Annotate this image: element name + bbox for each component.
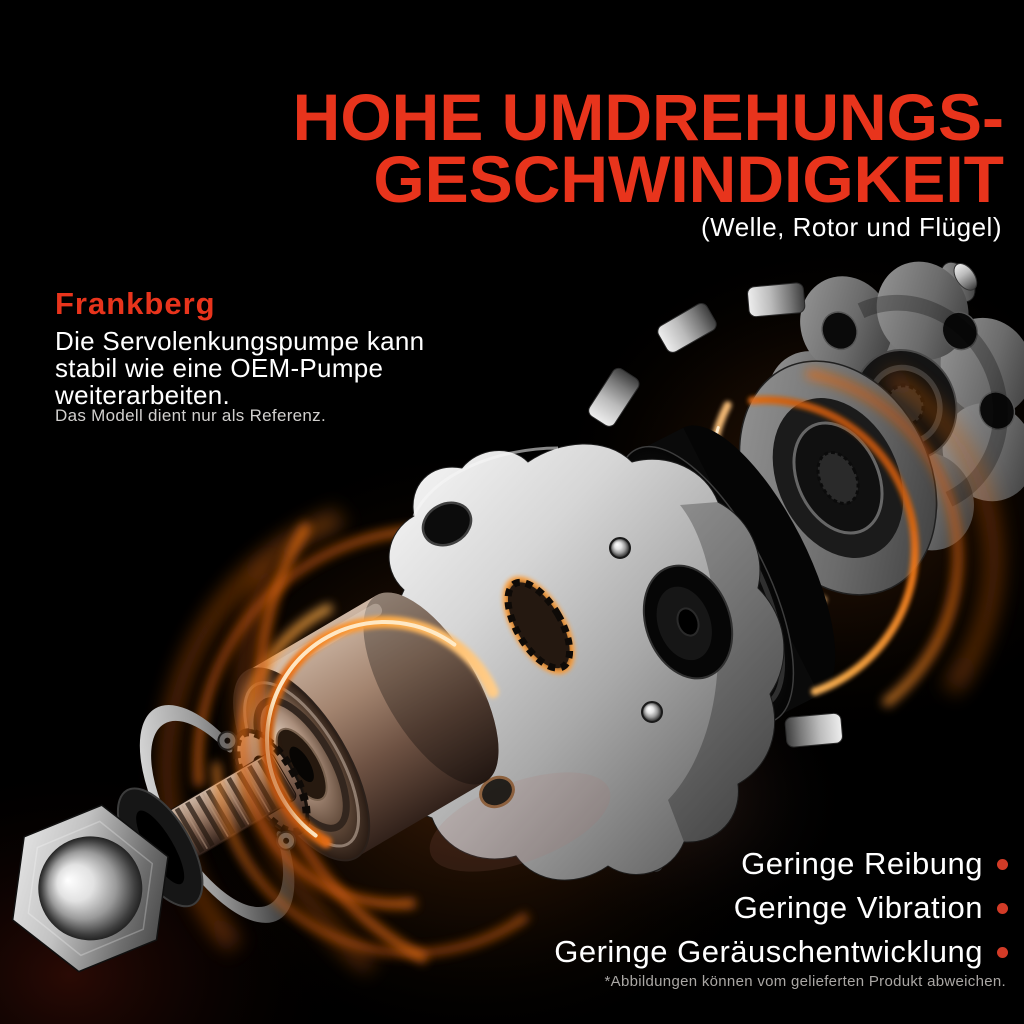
reference-note: Das Modell dient nur als Referenz. — [55, 406, 326, 425]
benefit-item-friction — [741, 846, 1008, 882]
brand-name: Frankberg — [55, 286, 216, 321]
title-line-1: HOHE UMDREHUNGS- — [292, 80, 1004, 154]
brand-claim — [55, 328, 424, 409]
bullet-dot-icon — [997, 859, 1008, 870]
claim-line-2: stabil wie eine OEM-Pumpe — [55, 353, 384, 383]
title-line-2: GESCHWINDIGKEIT — [373, 142, 1004, 216]
benefit-label: Geringe Geräuschentwicklung — [554, 934, 983, 969]
subtitle: (Welle, Rotor und Flügel) — [700, 212, 1002, 242]
bullet-dot-icon — [997, 947, 1008, 958]
benefit-label: Geringe Reibung — [741, 846, 983, 881]
claim-line-1: Die Servolenkungspumpe kann — [55, 326, 425, 356]
benefit-item-noise — [554, 934, 1008, 970]
benefit-item-vibration — [734, 890, 1008, 926]
benefit-list — [554, 846, 1008, 970]
claim-line-3: weiterarbeiten. — [55, 380, 231, 410]
benefit-label: Geringe Vibration — [733, 890, 983, 925]
disclaimer: *Abbildungen können vom gelieferten Produkt abweichen. — [604, 973, 1006, 990]
page-title — [292, 80, 1004, 216]
bullet-dot-icon — [997, 903, 1008, 914]
